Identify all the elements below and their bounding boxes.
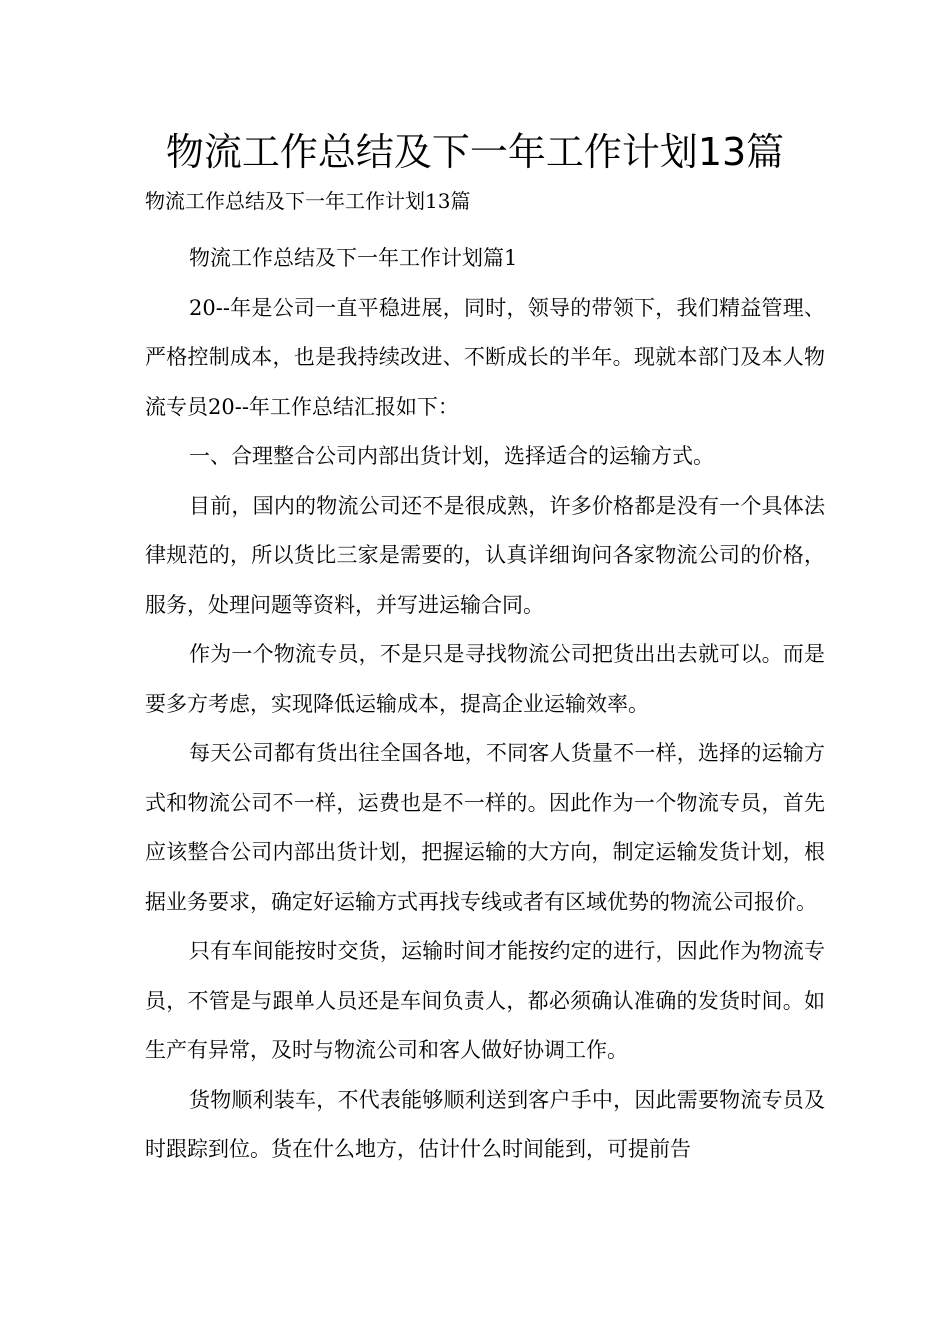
paragraph: 货物顺利装车，不代表能够顺利送到客户手中，因此需要物流专员及时跟踪到位。货在什么地方，估计什么时间能到，可提前告 bbox=[145, 1087, 825, 1161]
paragraph: 作为一个物流专员，不是只是寻找物流公司把货出出去就可以。而是要多方考虑，实现降低运输成本，提高企业运输效率。 bbox=[145, 642, 825, 716]
paragraph: 一、合理整合公司内部出货计划，选择适合的运输方式。 bbox=[189, 444, 714, 468]
document-body bbox=[145, 234, 825, 1175]
document-title: 物流工作总结及下一年工作计划13篇 bbox=[165, 130, 785, 174]
paragraph: 20--年是公司一直平稳进展，同时，领导的带领下，我们精益管理、严格控制成本，也是我持续改进、不断成长的半年。现就本部门及本人物流专员20--年工作总结汇报如下： bbox=[145, 295, 825, 419]
paragraph: 每天公司都有货出往全国各地，不同客人货量不一样，选择的运输方式和物流公司不一样，运费也是不一样的。因此作为一个物流专员，首先应该整合公司内部出货计划，把握运输的大方向，制定运输发货计划，根据业务要求，确定好运输方式再找专线或者有区域优势的物流公司报价。 bbox=[145, 741, 825, 914]
paragraph: 只有车间能按时交货，运输时间才能按约定的进行，因此作为物流专员，不管是与跟单人员还是车间负责人，都必须确认准确的发货时间。如生产有异常，及时与物流公司和客人做好协调工作。 bbox=[145, 939, 825, 1062]
section-heading: 物流工作总结及下一年工作计划篇1 bbox=[189, 246, 518, 270]
document-subtitle: 物流工作总结及下一年工作计划13篇 bbox=[145, 189, 471, 213]
paragraph: 目前，国内的物流公司还不是很成熟，许多价格都是没有一个具体法律规范的，所以货比三家是需要的，认真详细询问各家物流公司的价格，服务，处理问题等资料，并写进运输合同。 bbox=[145, 493, 825, 617]
